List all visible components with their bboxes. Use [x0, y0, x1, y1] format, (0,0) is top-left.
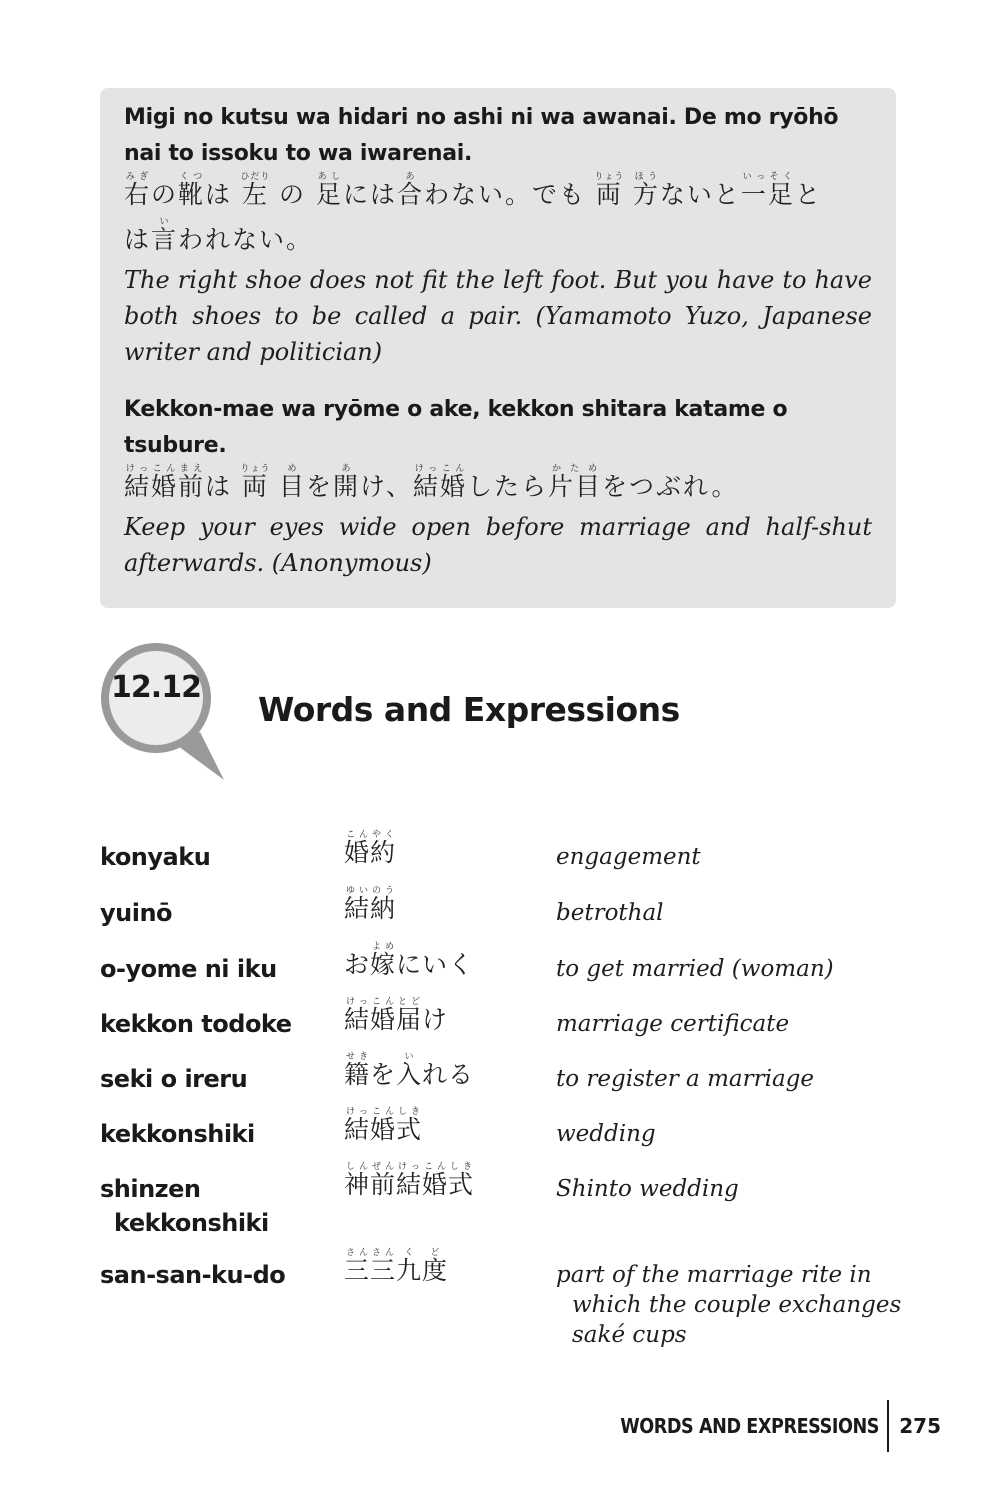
vocab-meaning-line: engagement [556, 844, 701, 870]
vocab-romaji [100, 952, 330, 986]
vocab-romaji [100, 1062, 330, 1096]
kana-text: わない。でも [423, 180, 596, 209]
furigana: よめ [370, 942, 397, 952]
kana-text: け、 [359, 472, 413, 501]
vocab-meaning [556, 842, 916, 872]
proverb-japanese [124, 172, 872, 262]
furigana: けっこんまえ [124, 464, 206, 474]
proverbs-box [100, 88, 896, 608]
vocab-romaji-line: kekkon todoke [100, 1010, 292, 1038]
kana-text: を [305, 472, 333, 501]
vocab-meaning [556, 954, 916, 984]
kanji-with-furigana: 結婚けっこん [413, 464, 468, 501]
proverb-1 [124, 100, 872, 370]
section-number: 12.12 [111, 670, 201, 705]
vocab-japanese [344, 993, 448, 1047]
kanji-with-furigana: 足あし [315, 172, 343, 209]
kanji-with-furigana: 三三さんさん [344, 1248, 397, 1285]
proverb-2 [124, 392, 872, 581]
proverb-translation: Keep your eyes wide open before marriage and half-shut afterwards. (Anonymous) [124, 513, 872, 577]
vocab-meaning-line: to register a marriage [556, 1066, 814, 1092]
furigana: さんさん [344, 1248, 397, 1258]
kanji-with-furigana: 両りょう [240, 464, 271, 501]
vocab-meaning-line: part of the marriage rite in [556, 1262, 872, 1288]
vocab-meaning-line: which the couple exchanges [572, 1292, 902, 1318]
vocab-japanese [344, 1103, 422, 1157]
kana-text: われない。 [178, 225, 314, 254]
vocab-japanese [344, 938, 474, 992]
furigana: い [396, 1052, 423, 1062]
kanji-with-furigana: 度ど [422, 1248, 449, 1285]
kana-text: にいく [396, 950, 475, 979]
vocab-romaji-line: san-san-ku-do [100, 1261, 286, 1289]
vocab-meaning [556, 1064, 916, 1094]
proverb-romaji: Kekkon-mae wa ryōme o ake, kekkon shitara katame o tsubure. [124, 397, 788, 458]
kana-text: お [344, 950, 371, 979]
section-number-badge [100, 640, 230, 790]
vocab-romaji-line: kekkonshiki [100, 1120, 255, 1148]
kanji-with-furigana: 両りょう [594, 172, 625, 209]
vocab-romaji [100, 1172, 330, 1240]
kanji-with-furigana: 結婚届けっこんとど [344, 997, 423, 1034]
japanese-line [124, 172, 872, 217]
furigana: けっこんとど [344, 997, 423, 1007]
kanji-with-furigana: 九く [396, 1248, 423, 1285]
page-number: 275 [899, 1414, 941, 1438]
kana-text: の [269, 180, 316, 209]
kanji-with-furigana: 結婚前けっこんまえ [124, 464, 206, 501]
vocab-japanese [344, 1048, 474, 1102]
kana-text [623, 180, 633, 209]
vocab-romaji-line: konyaku [100, 843, 211, 871]
running-footer [585, 1400, 941, 1452]
kana-text: と [794, 180, 822, 209]
furigana: けっこんしき [344, 1107, 423, 1117]
furigana: ど [422, 1248, 449, 1258]
running-header-label: WORDS AND EXPRESSIONS [620, 1414, 880, 1438]
furigana: せき [344, 1052, 371, 1062]
kanji-with-furigana: 目め [278, 464, 306, 501]
japanese-line [124, 217, 872, 262]
vocab-meaning [556, 898, 916, 928]
vocab-romaji-line: yuinō [100, 899, 173, 927]
kanji-with-furigana: 神前結婚式しんぜんけっこんしき [344, 1162, 475, 1199]
section-title: Words and Expressions [258, 690, 680, 729]
vocab-romaji-line: o-yome ni iku [100, 955, 277, 983]
furigana: く [396, 1248, 423, 1258]
furigana: けっこん [413, 464, 468, 474]
kana-text: け [422, 1005, 449, 1034]
kana-text: には [342, 180, 397, 209]
furigana: め [278, 464, 306, 474]
kanji-with-furigana: 籍せき [344, 1052, 371, 1089]
kana-text: は [124, 225, 152, 254]
vocab-meaning-line: marriage certificate [556, 1011, 790, 1037]
vocab-romaji-line: seki o ireru [100, 1065, 248, 1093]
kana-text: れる [422, 1060, 475, 1089]
vocab-romaji [100, 840, 330, 874]
vocab-romaji [100, 1258, 330, 1292]
proverb-translation: The right shoe does not fit the left foot. But you have to have both shoes to be called a pair. (Yamamoto Yuzo, Japanese writer and politician) [124, 266, 872, 366]
kanji-with-furigana: 結婚式けっこんしき [344, 1107, 423, 1144]
kanji-with-furigana: 結納ゆいのう [344, 886, 397, 923]
vocab-romaji [100, 1117, 330, 1151]
kana-text: は [205, 180, 242, 209]
furigana: い [151, 217, 179, 227]
vocab-japanese [344, 1158, 474, 1212]
kana-text: ないと [659, 180, 741, 209]
kana-text [269, 472, 279, 501]
kanji-with-furigana: 入い [396, 1052, 423, 1089]
vocab-meaning [556, 1119, 916, 1149]
furigana: くつ [178, 172, 206, 182]
furigana: こんやく [344, 830, 397, 840]
kanji-with-furigana: 右みぎ [124, 172, 152, 209]
kana-text: をつぶれ。 [602, 472, 739, 501]
vocab-japanese [344, 882, 396, 936]
kanji-with-furigana: 嫁よめ [370, 942, 397, 979]
proverb-japanese [124, 464, 872, 509]
footer-divider [887, 1400, 889, 1452]
kana-text: の [151, 180, 179, 209]
vocab-meaning [556, 1174, 916, 1204]
furigana: あ [332, 464, 360, 474]
vocab-japanese [344, 826, 396, 880]
kanji-with-furigana: 一足いっそく [740, 172, 795, 209]
furigana: ゆいのう [344, 886, 397, 896]
furigana: しんぜんけっこんしき [344, 1162, 475, 1172]
kanji-with-furigana: 言い [151, 217, 179, 254]
kanji-with-furigana: 婚約こんやく [344, 830, 397, 867]
speech-bubble-icon [100, 640, 230, 790]
kanji-with-furigana: 合あ [396, 172, 424, 209]
furigana: りょう [240, 464, 271, 474]
vocab-romaji [100, 1007, 330, 1041]
kanji-with-furigana: 左ひだり [240, 172, 271, 209]
vocab-japanese [344, 1244, 448, 1298]
kanji-with-furigana: 開あ [332, 464, 360, 501]
proverb-romaji: Migi no kutsu wa hidari no ashi ni wa awanai. De mo ryōhō nai to issoku to wa iwarenai. [124, 105, 839, 166]
kanji-with-furigana: 方ほう [632, 172, 660, 209]
vocab-romaji [100, 896, 330, 930]
vocab-romaji-line: shinzen [100, 1175, 201, 1203]
furigana: ほう [632, 172, 660, 182]
kanji-with-furigana: 靴くつ [178, 172, 206, 209]
furigana: あし [315, 172, 343, 182]
vocab-romaji-line: kekkonshiki [114, 1209, 269, 1237]
vocab-meaning [556, 1260, 916, 1350]
furigana: りょう [594, 172, 625, 182]
vocab-meaning [556, 1009, 916, 1039]
furigana: あ [396, 172, 424, 182]
furigana: みぎ [124, 172, 152, 182]
japanese-line [124, 464, 872, 509]
kana-text: は [205, 472, 242, 501]
vocab-meaning-line: to get married (woman) [556, 956, 834, 982]
vocab-meaning-line: Shinto wedding [556, 1176, 739, 1202]
furigana: いっそく [740, 172, 795, 182]
vocab-meaning-line: wedding [556, 1121, 656, 1147]
furigana: かため [548, 464, 603, 474]
kana-text: したら [467, 472, 549, 501]
vocab-meaning-line: betrothal [556, 900, 664, 926]
furigana: ひだり [240, 172, 271, 182]
vocab-meaning-line: saké cups [572, 1322, 687, 1348]
kanji-with-furigana: 片目かため [548, 464, 603, 501]
kana-text: を [370, 1060, 397, 1089]
